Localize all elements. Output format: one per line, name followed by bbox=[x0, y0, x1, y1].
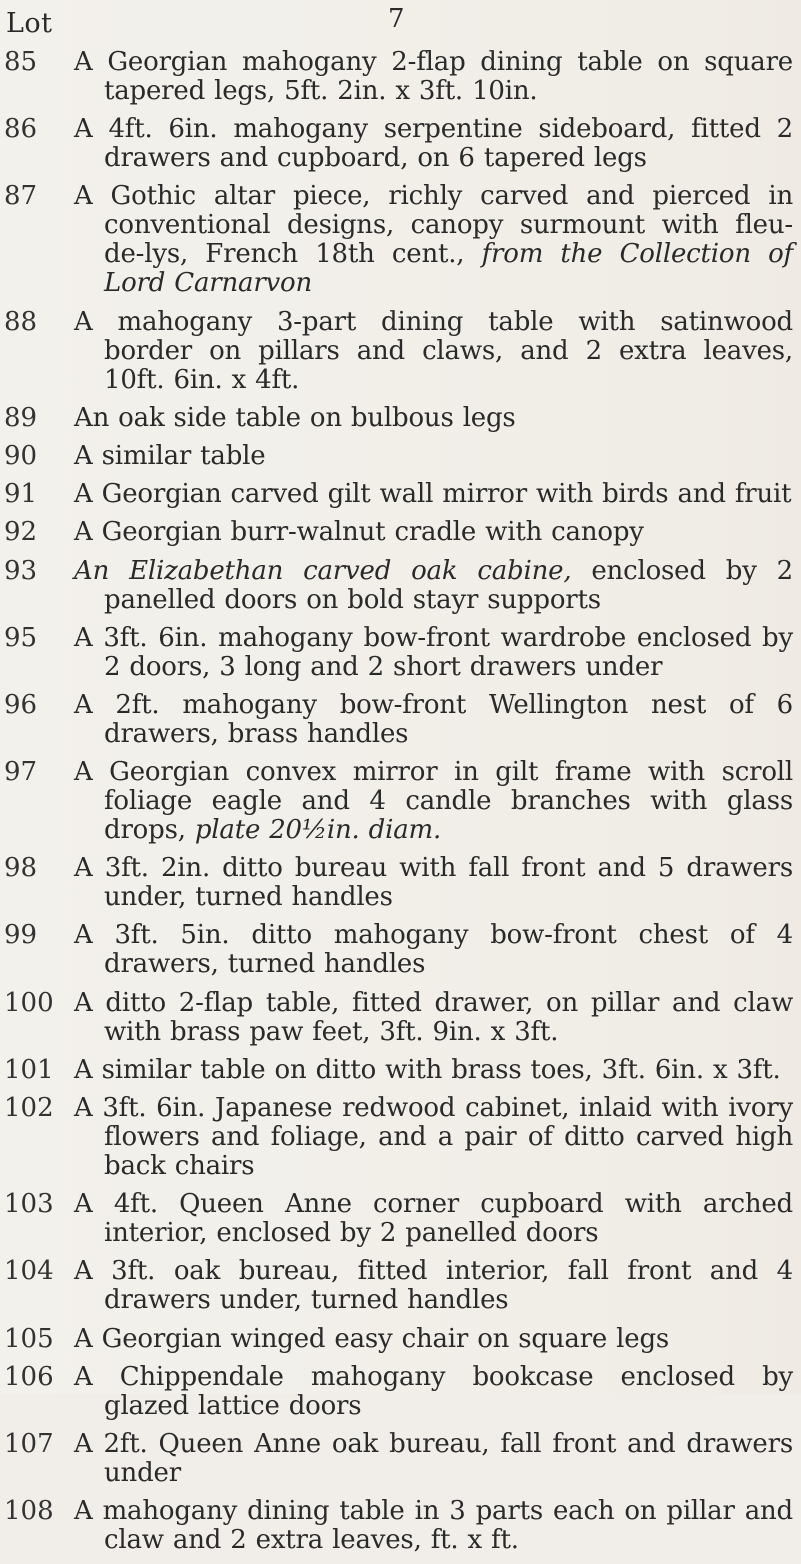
lot-number: 85 bbox=[4, 47, 38, 77]
lot-description bbox=[64, 115, 801, 173]
lot-description bbox=[64, 404, 801, 433]
lot-number: 108 bbox=[4, 1496, 54, 1527]
lot-description bbox=[64, 1056, 801, 1085]
lot-description bbox=[64, 48, 801, 106]
lot-number: 88 bbox=[4, 306, 38, 337]
lot-description bbox=[64, 480, 801, 509]
lot-description bbox=[64, 1094, 801, 1181]
lot-description-text: A Georgian winged easy chair on square legs bbox=[74, 1323, 670, 1354]
lot-entry bbox=[0, 691, 801, 749]
lot-description-text: A 4ft. Queen Anne corner cupboard with arched interior, enclosed by 2 panelled doors bbox=[74, 1189, 793, 1249]
lot-entry bbox=[0, 308, 801, 395]
lot-description-text: A Georgian burr-walnut cradle with canopy bbox=[74, 517, 644, 548]
lot-entry bbox=[0, 442, 801, 471]
lot-description-text: A 3ft. 6in. mahogany bow-front wardrobe enclosed by 2 doors, 3 long and 2 short drawers under bbox=[74, 622, 793, 682]
lot-description-text: A Chippendale mahogany bookcase enclosed by glazed lattice doors bbox=[74, 1361, 793, 1421]
lot-description-text: A similar table on ditto with brass toes, 3ft. 6in. x 3ft. bbox=[74, 1054, 781, 1085]
lot-number: 98 bbox=[4, 853, 38, 884]
page-number: 7 bbox=[388, 4, 405, 34]
lot-description bbox=[64, 1497, 801, 1555]
lot-description-italic-lead: An Elizabethan carved oak cabine, bbox=[74, 555, 572, 586]
lot-number: 93 bbox=[4, 555, 38, 586]
lot-description-text: A mahogany dining table in 3 parts each on pillar and claw and 2 extra leaves, ft. x ft. bbox=[74, 1496, 793, 1556]
lot-description bbox=[64, 854, 801, 912]
lot-description bbox=[64, 557, 801, 615]
lot-entry bbox=[0, 518, 801, 547]
lot-description-text: A 3ft. 2in. ditto bureau with fall front and 5 drawers under, turned handles bbox=[74, 853, 793, 913]
lot-description-text: A 4ft. 6in. mahogany serpentine sideboard, fitted 2 drawers and cupboard, on 6 tapered legs bbox=[74, 114, 793, 174]
lot-description-text: A 2ft. mahogany bow-front Wellington nest of 6 drawers, brass handles bbox=[74, 689, 793, 749]
lot-entry bbox=[0, 1056, 801, 1085]
lot-entry bbox=[0, 404, 801, 433]
lot-number: 95 bbox=[4, 622, 38, 653]
lot-description-text: A Georgian mahogany 2-flap dining table on square tapered legs, 5ft. 2in. x 3ft. 10in. bbox=[74, 47, 793, 106]
lot-description-text: A mahogany 3-part dining table with satinwood border on pillars and claws, and 2 extra leaves, 10ft. 6in. x 4ft. bbox=[74, 306, 793, 395]
lot-description bbox=[64, 921, 801, 979]
lot-description bbox=[64, 182, 801, 298]
lot-description-text: A 3ft. 6in. Japanese redwood cabinet, inlaid with ivory flowers and foliage, and a pair of ditto carved high back chairs bbox=[74, 1093, 793, 1181]
lot-entry bbox=[0, 1257, 801, 1315]
lot-entry bbox=[0, 989, 801, 1047]
lot-entry bbox=[0, 182, 801, 298]
lot-number: 92 bbox=[4, 517, 38, 548]
lot-description bbox=[64, 758, 801, 845]
lot-description-italic: from the Collection of Lord Carnarvon bbox=[104, 239, 793, 299]
lot-entry bbox=[0, 624, 801, 682]
lot-description-text: A ditto 2-flap table, fitted drawer, on pillar and claw with brass paw feet, 3ft. 9in. x 3ft. bbox=[74, 987, 793, 1047]
lot-description bbox=[64, 624, 801, 682]
lot-entry bbox=[0, 1430, 801, 1488]
lot-description-text: A Gothic altar piece, richly carved and pierced in conventional designs, canopy surmount with fleu-de-lys, French 18th cent., bbox=[74, 181, 793, 270]
lot-column-heading: Lot bbox=[6, 8, 53, 39]
lot-entry bbox=[0, 480, 801, 509]
lot-number: 87 bbox=[4, 181, 38, 212]
lot-entry bbox=[0, 758, 801, 845]
lot-description bbox=[64, 1190, 801, 1248]
lot-number: 97 bbox=[4, 757, 38, 788]
lot-description-text: A 2ft. Queen Anne oak bureau, fall front and drawers under bbox=[74, 1428, 793, 1488]
lot-entry bbox=[0, 854, 801, 912]
lot-entry bbox=[0, 115, 801, 173]
lot-number: 100 bbox=[4, 987, 54, 1018]
lot-entry bbox=[0, 1497, 801, 1555]
lot-entry bbox=[0, 1190, 801, 1248]
lot-number: 86 bbox=[4, 114, 38, 145]
lot-number: 101 bbox=[4, 1054, 54, 1085]
lot-number: 105 bbox=[4, 1323, 54, 1354]
lot-description bbox=[64, 1363, 801, 1421]
lot-description-italic: plate 20½in. diam. bbox=[194, 815, 442, 846]
lot-description bbox=[64, 1325, 801, 1354]
lot-description bbox=[64, 308, 801, 395]
lot-number: 107 bbox=[4, 1428, 54, 1459]
lot-number: 90 bbox=[4, 440, 38, 471]
lot-description-text: A 3ft. oak bureau, fitted interior, fall front and 4 drawers under, turned handles bbox=[74, 1256, 793, 1316]
lot-number: 104 bbox=[4, 1256, 54, 1287]
lot-entry bbox=[0, 557, 801, 615]
lot-description-text: enclosed by 2 panelled doors on bold stayr supports bbox=[104, 555, 794, 615]
lot-entry bbox=[0, 1094, 801, 1181]
lot-list bbox=[0, 48, 801, 1564]
lot-description bbox=[64, 442, 801, 471]
lot-description bbox=[64, 1430, 801, 1488]
lot-entry bbox=[0, 1363, 801, 1421]
lot-description bbox=[64, 691, 801, 749]
lot-number: 106 bbox=[4, 1361, 54, 1392]
lot-number: 96 bbox=[4, 689, 38, 720]
lot-description bbox=[64, 1257, 801, 1315]
lot-number: 103 bbox=[4, 1189, 54, 1220]
lot-number: 91 bbox=[4, 479, 38, 510]
lot-number: 89 bbox=[4, 402, 38, 433]
lot-description bbox=[64, 518, 801, 547]
lot-description-text: A Georgian carved gilt wall mirror with birds and fruit bbox=[74, 479, 792, 510]
lot-description-text: A similar table bbox=[74, 440, 266, 471]
lot-entry bbox=[0, 1325, 801, 1354]
lot-number: 102 bbox=[4, 1093, 54, 1123]
lot-entry bbox=[0, 48, 801, 106]
lot-description-text: An oak side table on bulbous legs bbox=[74, 402, 516, 433]
lot-description-text: A 3ft. 5in. ditto mahogany bow-front chest of 4 drawers, turned handles bbox=[74, 920, 793, 980]
lot-entry bbox=[0, 921, 801, 979]
lot-description-text: A Georgian convex mirror in gilt frame with scroll foliage eagle and 4 candle branches with glass drops, bbox=[74, 757, 793, 846]
lot-number: 99 bbox=[4, 920, 38, 951]
lot-description bbox=[64, 989, 801, 1047]
